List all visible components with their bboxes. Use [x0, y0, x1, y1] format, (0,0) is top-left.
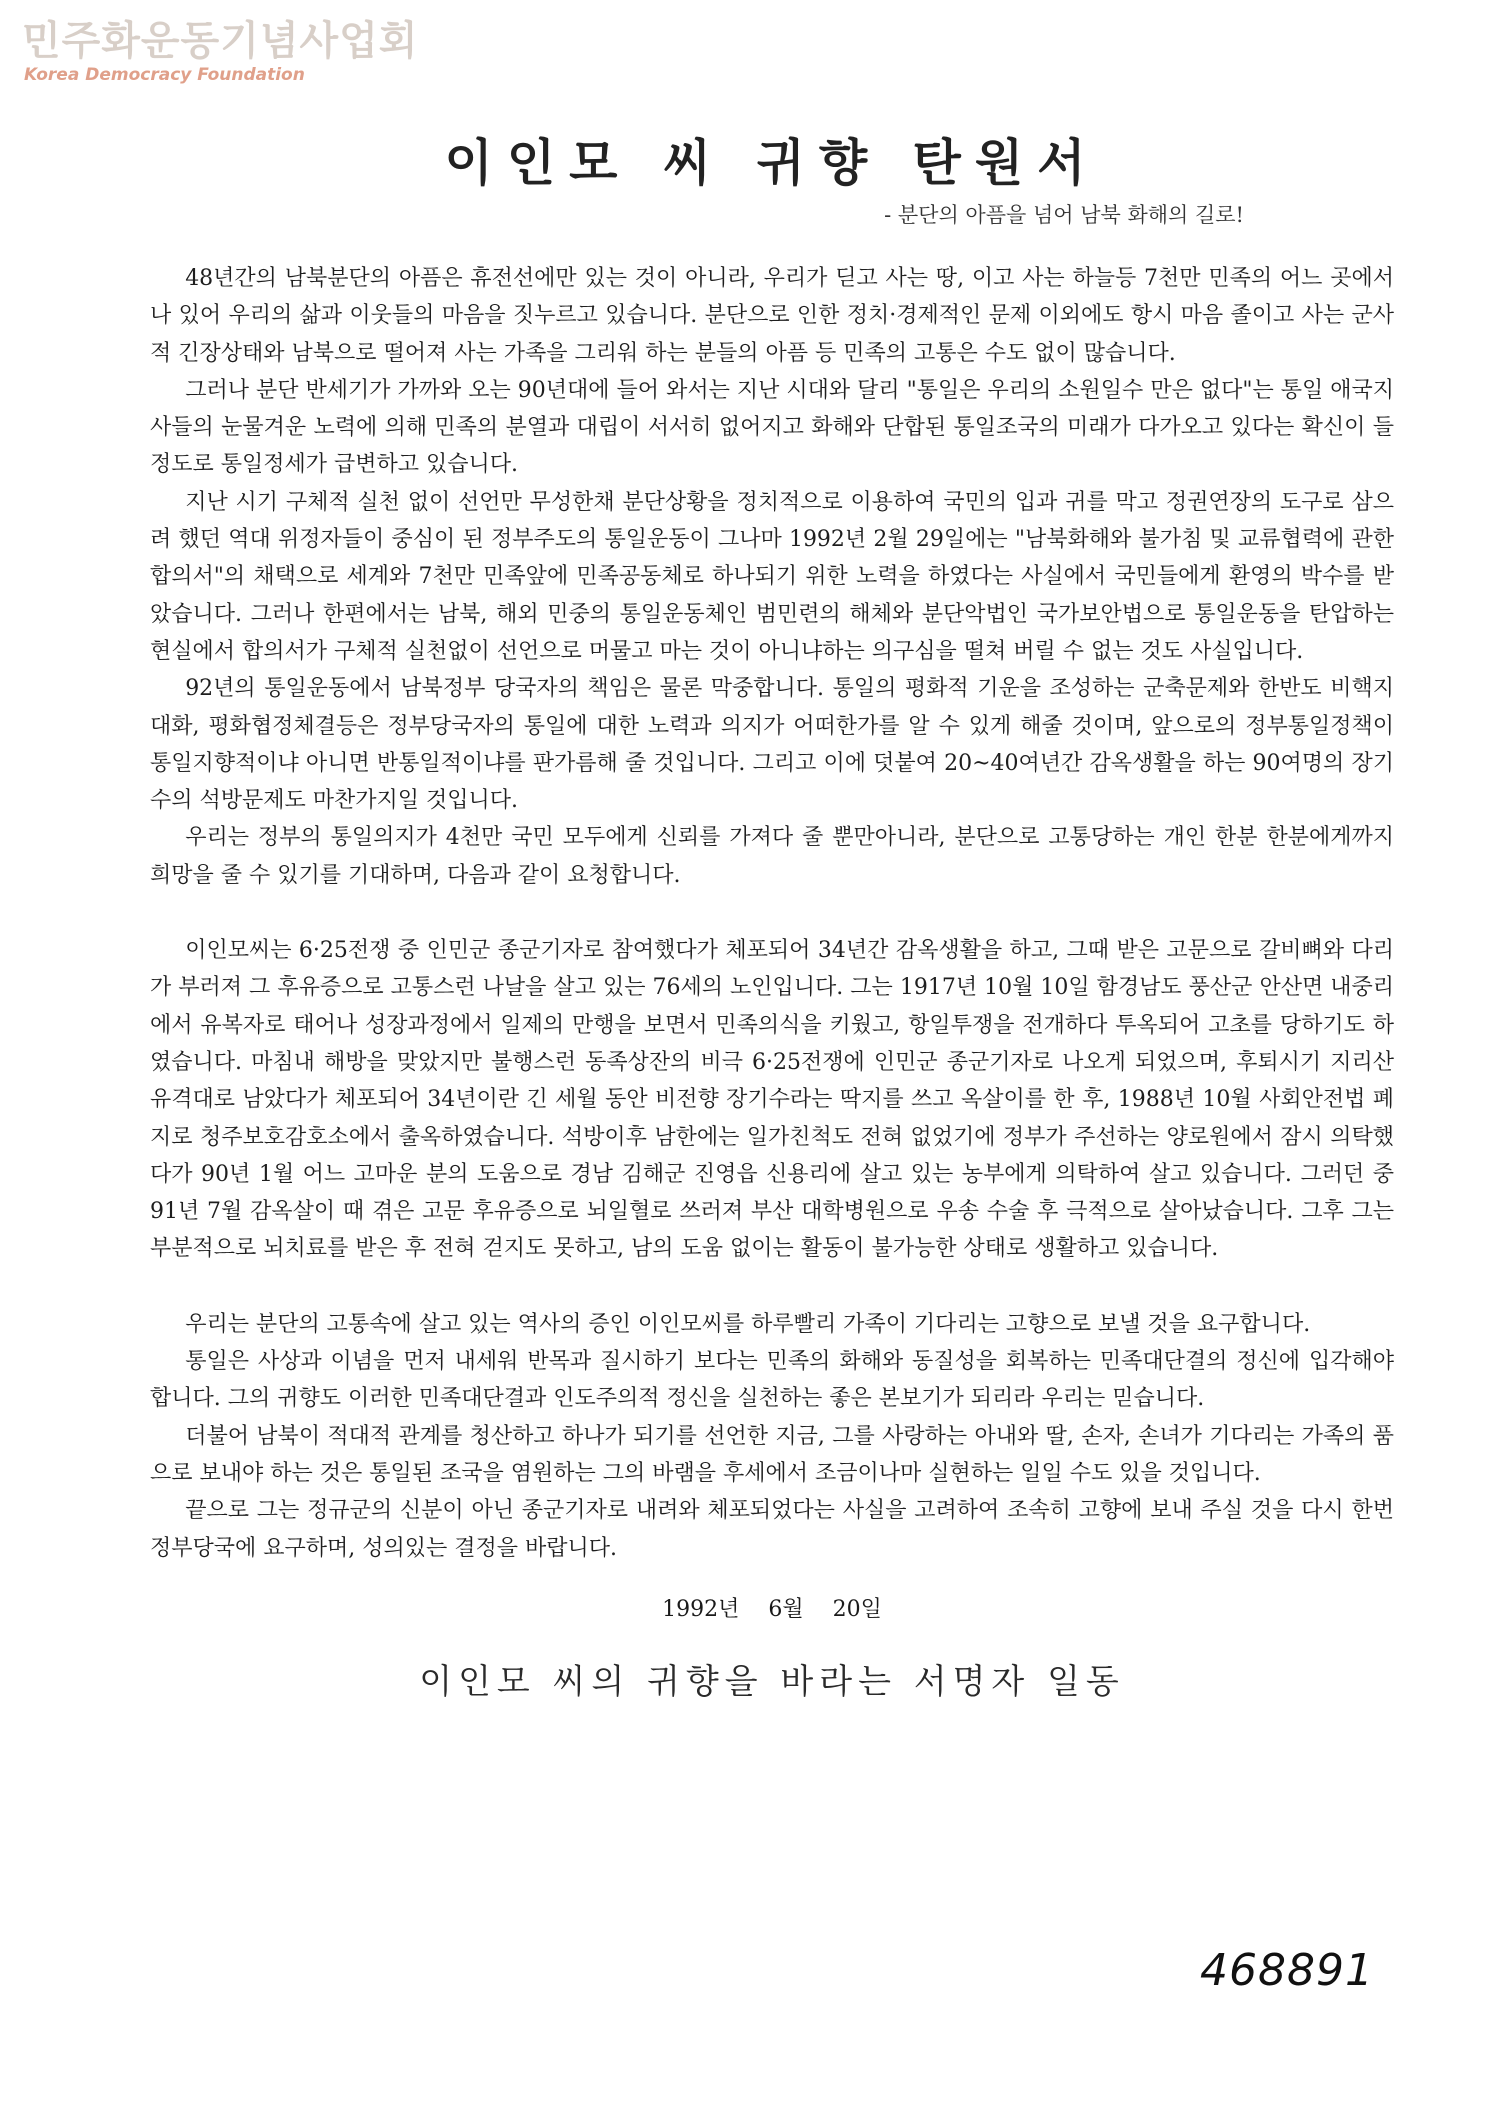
signatories-line: 이인모 씨의 귀향을 바라는 서명자 일동: [419, 1661, 1125, 1702]
petition-document: [150, 128, 1394, 1707]
document-subtitle: - 분단의 아픔을 넘어 남북 화해의 길로!: [884, 203, 1244, 227]
paragraph: 48년간의 남북분단의 아픔은 휴전선에만 있는 것이 아니라, 우리가 딛고 사는 땅, 이고 사는 하늘등 7천만 민족의 어느 곳에서나 있어 우리의 삶과 이웃들의 마음을 짓누르고 있습니다. 분단으로 인한 정치·경제적인 문제 이외에도 항시 마음 졸이고 사는 군사적 긴장상태와 남북으로 떨어져 사는 가족을 그리워 하는 분들의 아픔 등 민족의 고통은 수도 없이 많습니다.: [150, 266, 1394, 366]
section-spacer: [150, 894, 1394, 932]
watermark-org-english: Korea Democracy Foundation: [24, 65, 305, 85]
paragraph: 우리는 정부의 통일의지가 4천만 국민 모두에게 신뢰를 가져다 줄 뿐만아니라, 분단으로 고통당하는 개인 한분 한분에게까지 희망을 줄 수 있기를 기대하며, 다음과 같이 요청합니다.: [150, 825, 1394, 888]
paragraph: 지난 시기 구체적 실천 없이 선언만 무성한채 분단상황을 정치적으로 이용하여 국민의 입과 귀를 막고 정권연장의 도구로 삼으려 했던 역대 위정자들이 중심이 된 정부주도의 통일운동이 그나마 1992년 2월 29일에는 "남북화해와 불가침 및 교류협력에 관한 합의서"의 채택으로 세계와 7천만 민족앞에 민족공동체로 하나되기 위한 노력을 하였다는 사실에서 국민들에게 환영의 박수를 받았습니다. 그러나 한편에서는 남북, 해외 민중의 통일운동체인 범민련의 해체와 분단악법인 국가보안법으로 통일운동을 탄압하는 현실에서 합의서가 구체적 실천없이 선언으로 머물고 마는 것이 아니냐하는 의구심을 떨쳐 버릴 수 없는 것도 사실입니다.: [150, 489, 1394, 664]
archive-number: 468891: [1200, 1945, 1374, 1996]
paragraph: 통일은 사상과 이념을 먼저 내세워 반목과 질시하기 보다는 민족의 화해와 동질성을 회복하는 민족대단결의 정신에 입각해야 합니다. 그의 귀향도 이러한 민족대단결과 인도주의적 정신을 실천하는 좋은 본보기가 되리라 우리는 믿습니다.: [150, 1349, 1394, 1412]
request-section: [150, 1306, 1394, 1567]
section-spacer: [150, 1268, 1394, 1306]
paragraph: 그러나 분단 반세기가 가까와 오는 90년대에 들어 와서는 지난 시대와 달리 "통일은 우리의 소원일수 만은 없다"는 통일 애국지사들의 눈물겨운 노력에 의해 민족의 분열과 대립이 서서히 없어지고 화해와 단합된 통일조국의 미래가 다가오고 있다는 확신이 들 정도로 통일정세가 급변하고 있습니다.: [150, 377, 1394, 478]
paragraph: 92년의 통일운동에서 남북정부 당국자의 책임은 물론 막중합니다. 통일의 평화적 기운을 조성하는 군축문제와 한반도 비핵지대화, 평화협정체결등은 정부당국자의 통일에 대한 노력과 의지가 어떠한가를 알 수 있게 해줄 것이며, 앞으로의 정부통일정책이 통일지향적이냐 아니면 반통일적이냐를 판가름해 줄 것입니다. 그리고 이에 덧붙여 20~40여년간 감옥생활을 하는 90여명의 장기수의 석방문제도 마찬가지일 것입니다.: [150, 676, 1394, 814]
document-date: 1992년 6월 20일: [662, 1596, 882, 1622]
intro-section: [150, 260, 1394, 894]
document-title: 이인모 씨 귀향 탄원서: [444, 133, 1100, 192]
paragraph: 더불어 남북이 적대적 관계를 청산하고 하나가 되기를 선언한 지금, 그를 사랑하는 아내와 딸, 손자, 손녀가 기다리는 가족의 품으로 보내야 하는 것은 통일된 조국을 염원하는 그의 바램을 후세에서 조금이나마 실현하는 일일 수도 있을 것입니다.: [150, 1423, 1394, 1486]
paragraph: 이인모씨는 6·25전쟁 중 인민군 종군기자로 참여했다가 체포되어 34년간 감옥생활을 하고, 그때 받은 고문으로 갈비뼈와 다리가 부러져 그 후유증으로 고통스런 나날을 살고 있는 76세의 노인입니다. 그는 1917년 10월 10일 함경남도 풍산군 안산면 내중리에서 유복자로 태어나 성장과정에서 일제의 만행을 보면서 민족의식을 키웠고, 항일투쟁을 전개하다 투옥되어 고초를 당하기도 하였습니다. 마침내 해방을 맞았지만 불행스런 동족상잔의 비극 6·25전쟁에 인민군 종군기자로 나오게 되었으며, 후퇴시기 지리산 유격대로 남았다가 체포되어 34년이란 긴 세월 동안 비전향 장기수라는 딱지를 쓰고 옥살이를 한 후, 1988년 10월 사회안전법 폐지로 청주보호감호소에서 출옥하였습니다. 석방이후 남한에는 일가친척도 전혀 없었기에 정부가 주선하는 양로원에서 잠시 의탁했다가 90년 1월 어느 고마운 분의 도움으로 경남 김해군 진영읍 신용리에 살고 있는 농부에게 의탁하여 살고 있습니다. 그러던 중 91년 7월 감옥살이 때 겪은 고문 후유증으로 뇌일혈로 쓰러져 부산 대학병원으로 우송 수술 후 극적으로 살아났습니다. 그후 그는 부분적으로 뇌치료를 받은 후 전혀 걷지도 못하고, 남의 도움 없이는 활동이 불가능한 상태로 생활하고 있습니다.: [150, 938, 1394, 1262]
biography-section: [150, 932, 1394, 1268]
watermark-org-korean: 민주화운동기념사업회: [22, 18, 419, 64]
paragraph: 끝으로 그는 정규군의 신분이 아닌 종군기자로 내려와 체포되었다는 사실을 고려하여 조속히 고향에 보내 주실 것을 다시 한번 정부당국에 요구하며, 성의있는 결정을 바랍니다.: [150, 1498, 1394, 1561]
paragraph: 우리는 분단의 고통속에 살고 있는 역사의 증인 이인모씨를 하루빨리 가족이 기다리는 고향으로 보낼 것을 요구합니다.: [185, 1311, 1311, 1337]
watermark-logo: [22, 18, 418, 86]
